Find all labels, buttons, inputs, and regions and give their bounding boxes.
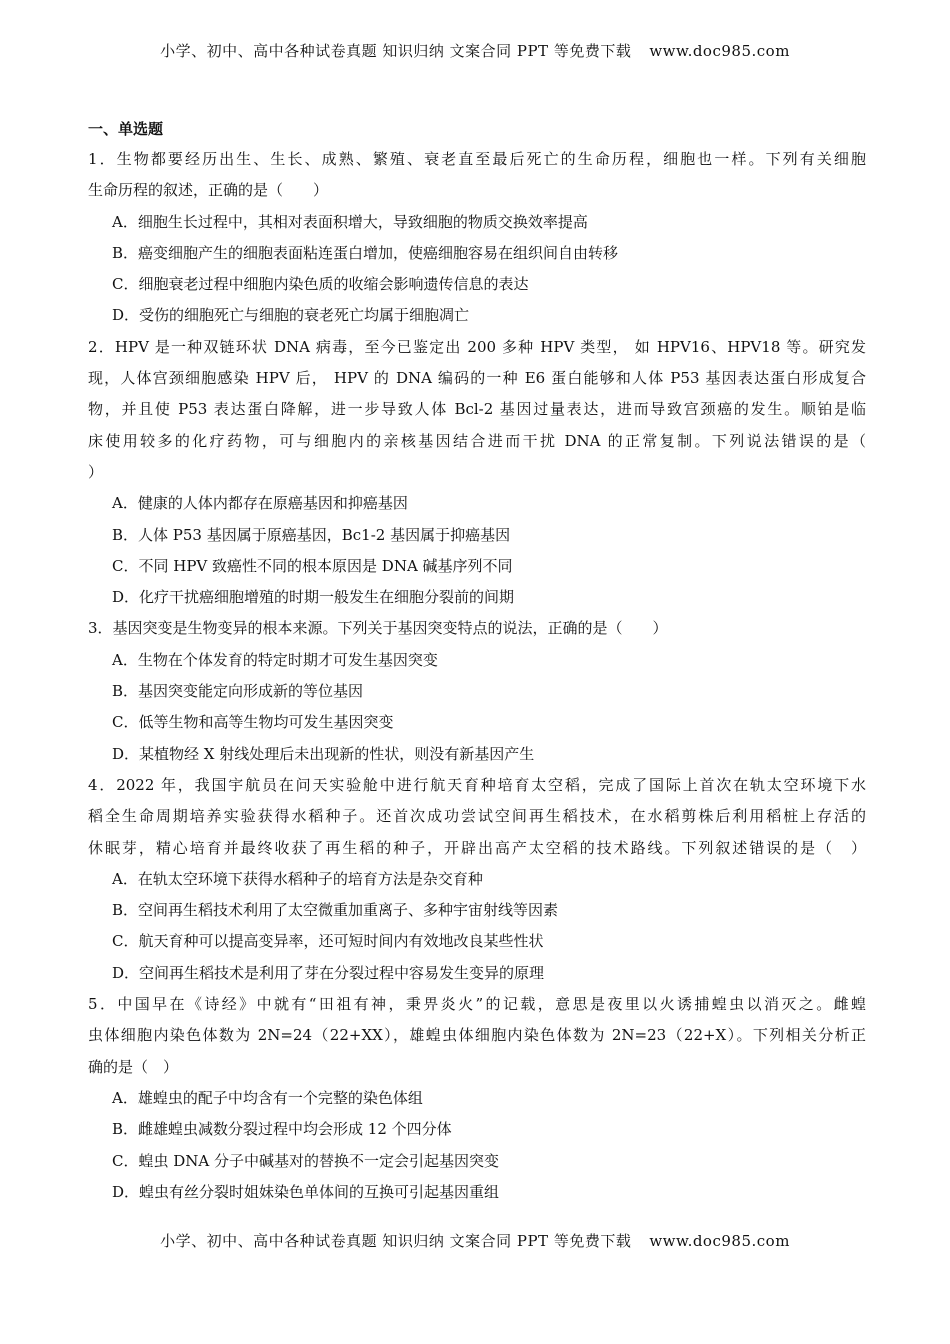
question-stem-line: 稻全生命周期培养实验获得水稻种子。还首次成功尝试空间再生稻技术，在水稻剪株后利用稻桩上存活的 [88,807,866,826]
option-d: D．化疗干扰癌细胞增殖的时期一般发生在细胞分裂前的间期 [112,588,515,607]
page-header [0,40,950,61]
question-1 [88,144,866,332]
option-d: D．空间再生稻技术是利用了芽在分裂过程中容易发生变异的原理 [112,963,545,982]
option-c: C．不同 HPV 致癌性不同的根本原因是 DNA 碱基序列不同 [112,556,513,575]
option-c: C．蝗虫 DNA 分子中碱基对的替换不一定会引起基因突变 [112,1151,499,1170]
question-stem-line: 虫体细胞内染色体数为 2N=24（22+XX），雄蝗虫体细胞内染色体数为 2N=23（22+X）。下列相关分析正 [88,1026,866,1045]
option-b: B．基因突变能定向形成新的等位基因 [112,682,364,701]
option-b: B．雌雄蝗虫减数分裂过程中均会形成 12 个四分体 [112,1120,452,1139]
question-stem-line: 2．HPV 是一种双链环状 DNA 病毒，至今已鉴定出 200 多种 HPV 类型， 如 HPV16、HPV18 等。研究发 [88,337,866,356]
question-4 [88,770,866,989]
section-title: 一、单选题 [88,120,164,138]
option-b: B．癌变细胞产生的细胞表面粘连蛋白增加，使癌细胞容易在组织间自由转移 [112,243,619,262]
header-text: 小学、初中、高中各种试卷真题 知识归纳 文案合同 PPT 等免费下载 [160,42,632,60]
question-stem-line: 确的是（ ） [88,1057,179,1076]
option-a: A．生物在个体发育的特定时期才可发生基因突变 [112,650,438,669]
option-a: A．健康的人体内都存在原癌基因和抑癌基因 [112,494,408,513]
question-stem-line: 1．生物都要经历出生、生长、成熟、繁殖、衰老直至最后死亡的生命历程，细胞也一样。下列有关细胞 [88,150,866,168]
option-c: C．航天育种可以提高变异率，还可短时间内有效地改良某些性状 [112,932,544,951]
question-stem-line: 现，人体宫颈细胞感染 HPV 后， HPV 的 DNA 编码的一种 E6 蛋白能够和人体 P53 基因表达蛋白形成复合 [88,369,866,388]
option-d: D．蝗虫有丝分裂时姐妹染色单体间的互换可引起基因重组 [112,1182,500,1201]
question-stem-line: 生命历程的叙述，正确的是（ ） [88,181,329,200]
document-body [88,117,866,1208]
question-3 [88,613,866,769]
option-d: D．某植物经 X 射线处理后未出现新的性状，则没有新基因产生 [112,744,535,763]
option-a: A．在轨太空环境下获得水稻种子的培育方法是杂交育种 [112,869,483,888]
option-b: B．人体 P53 基因属于原癌基因，Bc1-2 基因属于抑癌基因 [112,525,511,544]
question-stem-line: 4．2022 年，我国宇航员在问天实验舱中进行航天育种培育太空稻，完成了国际上首次在轨太空环境下水 [88,775,866,794]
question-stem-line: ） [88,462,104,481]
question-5 [88,989,866,1208]
option-c: C．低等生物和高等生物均可发生基因突变 [112,713,394,732]
question-2 [88,332,866,614]
page-footer [0,1230,950,1251]
option-a: A．雄蝗虫的配子中均含有一个完整的染色体组 [112,1088,423,1107]
question-stem-line: 3．基因突变是生物变异的根本来源。下列关于基因突变特点的说法，正确的是（ ） [88,619,668,638]
header-url[interactable]: www.doc985.com [649,42,790,60]
question-stem-line: 物，并且使 P53 表达蛋白降解，进一步导致人体 Bcl-2 基因过量表达，进而导致宫颈癌的发生。顺铂是临 [88,400,866,419]
question-stem-line: 5．中国早在《诗经》中就有“田祖有神，秉畀炎火”的记载，意思是夜里以火诱捕蝗虫以消灭之。雌蝗 [88,995,866,1014]
option-d: D．受伤的细胞死亡与细胞的衰老死亡均属于细胞凋亡 [112,306,470,325]
option-c: C．细胞衰老过程中细胞内染色质的收缩会影响遗传信息的表达 [112,275,529,294]
footer-url[interactable]: www.doc985.com [649,1232,790,1250]
question-stem-line: 休眠芽，精心培育并最终收获了再生稻的种子，开辟出高产太空稻的技术路线。下列叙述错误的是（ ） [88,838,866,857]
footer-text: 小学、初中、高中各种试卷真题 知识归纳 文案合同 PPT 等免费下载 [160,1232,632,1250]
option-b: B．空间再生稻技术利用了太空微重加重离子、多种宇宙射线等因素 [112,901,559,920]
option-a: A．细胞生长过程中，其相对表面积增大，导致细胞的物质交换效率提高 [112,212,588,231]
question-stem-line: 床使用较多的化疗药物，可与细胞内的亲核基因结合进而干扰 DNA 的正常复制。下列说法错误的是（ [88,431,866,450]
